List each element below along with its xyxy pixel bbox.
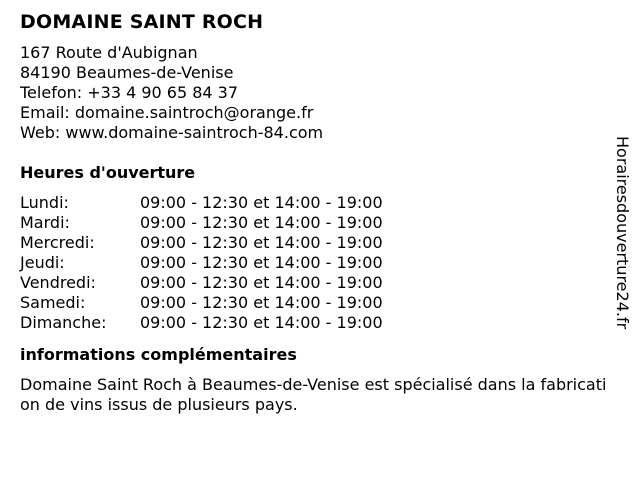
day-label: Jeudi: (20, 253, 65, 272)
additional-info-heading: informations complémentaires (20, 345, 297, 364)
day-label: Lundi: (20, 193, 69, 212)
opening-hours-table (20, 193, 610, 333)
time-range: 09:00 - 12:30 et 14:00 - 19:00 (140, 253, 383, 272)
time-range: 09:00 - 12:30 et 14:00 - 19:00 (140, 273, 383, 292)
day-label: Mardi: (20, 213, 70, 232)
hours-row-friday (20, 273, 610, 293)
time-range: 09:00 - 12:30 et 14:00 - 19:00 (140, 213, 383, 232)
hours-row-saturday (20, 293, 610, 313)
hours-row-monday (20, 193, 610, 213)
hours-row-wednesday (20, 233, 610, 253)
hours-row-tuesday (20, 213, 610, 233)
hours-row-thursday (20, 253, 610, 273)
address-line-2: 84190 Beaumes-de-Venise (20, 63, 234, 82)
business-card (20, 10, 610, 415)
web-line: Web: www.domaine-saintroch-84.com (20, 123, 324, 142)
time-range: 09:00 - 12:30 et 14:00 - 19:00 (140, 313, 383, 332)
site-watermark: Horairesdouverture24.fr (613, 136, 632, 330)
hours-row-sunday (20, 313, 610, 333)
time-range: 09:00 - 12:30 et 14:00 - 19:00 (140, 233, 383, 252)
day-label: Samedi: (20, 293, 86, 312)
day-label: Dimanche: (20, 313, 107, 332)
phone-line: Telefon: +33 4 90 65 84 37 (20, 83, 239, 102)
time-range: 09:00 - 12:30 et 14:00 - 19:00 (140, 193, 383, 212)
day-label: Vendredi: (20, 273, 96, 292)
time-range: 09:00 - 12:30 et 14:00 - 19:00 (140, 293, 383, 312)
address-line-1: 167 Route d'Aubignan (20, 43, 198, 62)
opening-hours-heading: Heures d'ouverture (20, 163, 196, 182)
day-label: Mercredi: (20, 233, 95, 252)
business-name: DOMAINE SAINT ROCH (20, 11, 264, 33)
business-description: Domaine Saint Roch à Beaumes-de-Venise est spécialisé dans la fabrication de vins issus de plusieurs pays. (20, 375, 607, 414)
email-line: Email: domaine.saintroch@orange.fr (20, 103, 314, 122)
